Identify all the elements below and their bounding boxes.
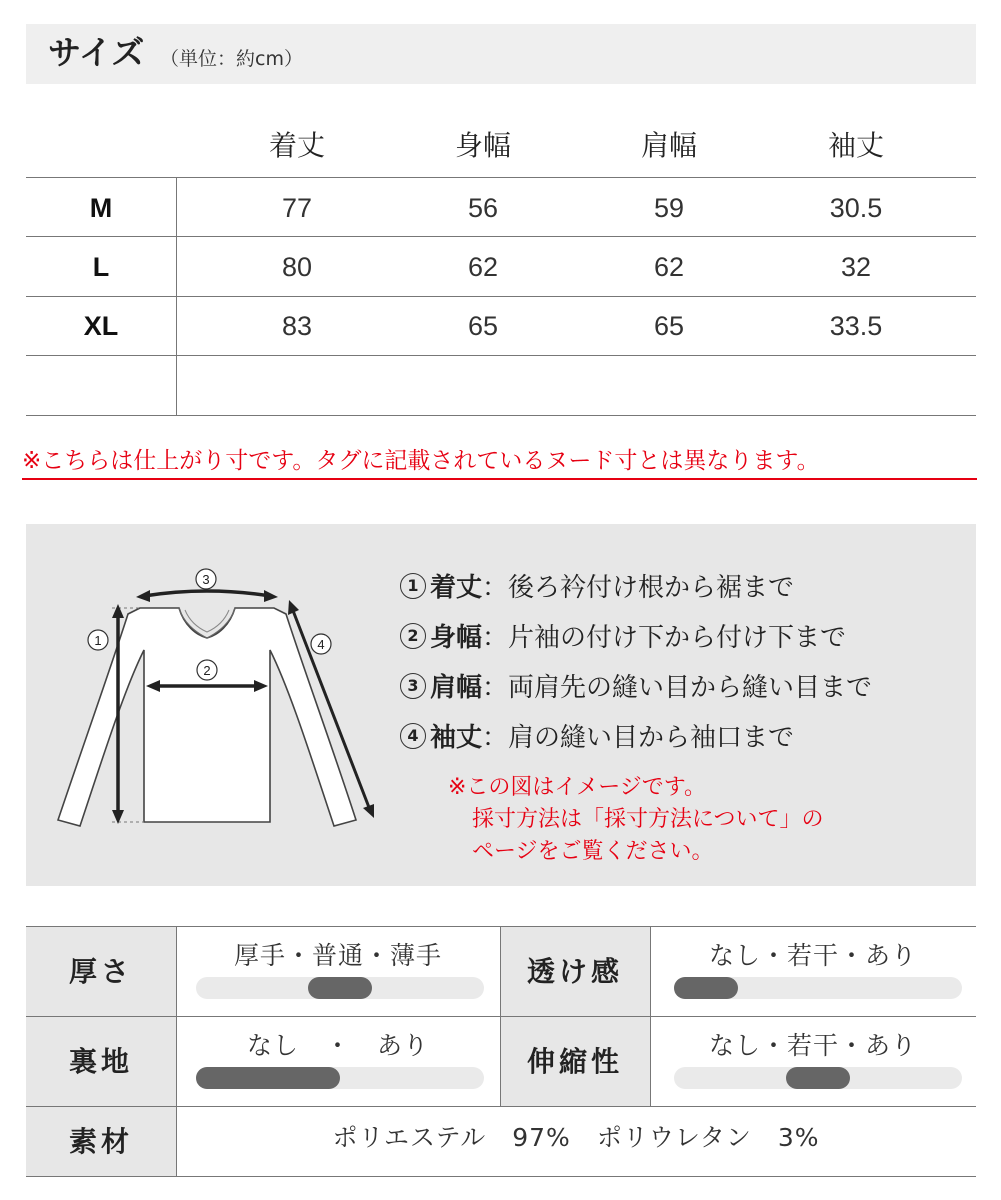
legend-row-width bbox=[400, 618, 846, 658]
legend-key: 着丈 bbox=[430, 573, 483, 603]
table-cell: 56 bbox=[467, 193, 499, 223]
legend-key: 袖丈 bbox=[430, 723, 483, 753]
column-header-width: 身幅 bbox=[454, 129, 511, 162]
legend-row-shoulder bbox=[400, 668, 872, 708]
legend-number: 4 bbox=[400, 723, 426, 749]
spec-options-stretch: なし・若干・あり bbox=[708, 1031, 917, 1060]
table-cell: 32 bbox=[840, 252, 872, 282]
column-header-sleeve: 袖丈 bbox=[827, 129, 884, 162]
spec-label-stretch: 伸縮性 bbox=[500, 1017, 650, 1106]
svg-text:4: 4 bbox=[317, 637, 325, 652]
table-cell: 83 bbox=[281, 311, 313, 341]
table-cell: 62 bbox=[467, 252, 499, 282]
marker-1 bbox=[88, 630, 108, 650]
arrow-head bbox=[136, 590, 150, 602]
finished-size-note: ※こちらは仕上がり寸です。タグに記載されているヌード寸とは異なります。 bbox=[22, 448, 820, 474]
table-cell: 65 bbox=[467, 311, 499, 341]
diagram-note-3: ページをご覧ください。 bbox=[472, 839, 714, 864]
table-divider bbox=[26, 177, 976, 178]
table-cell: 59 bbox=[653, 193, 685, 223]
row-label-m: M bbox=[89, 193, 113, 223]
spec-options-sheerness: なし・若干・あり bbox=[708, 941, 917, 970]
table-divider bbox=[26, 1176, 976, 1177]
marker-4 bbox=[311, 634, 331, 654]
svg-text:2: 2 bbox=[203, 663, 211, 678]
level-track-stretch bbox=[674, 1067, 962, 1089]
legend-number: 3 bbox=[400, 673, 426, 699]
table-cell: 65 bbox=[653, 311, 685, 341]
arrow-head bbox=[264, 590, 278, 602]
marker-2 bbox=[197, 660, 217, 680]
table-cell: 30.5 bbox=[829, 193, 883, 223]
table-divider bbox=[176, 926, 177, 1176]
column-header-length: 着丈 bbox=[268, 129, 325, 162]
spec-label-material: 素材 bbox=[26, 1107, 176, 1176]
level-track-sheerness bbox=[674, 977, 962, 999]
table-divider bbox=[650, 926, 651, 1106]
table-divider bbox=[26, 296, 976, 297]
legend-text: ：片袖の付け下から付け下まで bbox=[482, 623, 847, 653]
table-cell: 77 bbox=[281, 193, 313, 223]
arrow-head bbox=[112, 604, 124, 618]
table-cell: 62 bbox=[653, 252, 685, 282]
table-divider bbox=[26, 236, 976, 237]
marker-3 bbox=[196, 569, 216, 589]
table-divider bbox=[26, 355, 976, 356]
diagram-note-1: ※この図はイメージです。 bbox=[448, 775, 707, 800]
note-underline bbox=[22, 478, 977, 480]
row-label-l: L bbox=[92, 252, 110, 282]
shoulder-arrow bbox=[144, 591, 270, 596]
level-fill-lining bbox=[196, 1067, 340, 1089]
spec-label-sheerness: 透け感 bbox=[500, 927, 650, 1016]
svg-text:1: 1 bbox=[94, 633, 102, 648]
spec-label-lining: 裏地 bbox=[26, 1017, 176, 1106]
level-fill-stretch bbox=[786, 1067, 850, 1089]
arrow-head bbox=[363, 804, 374, 818]
table-divider bbox=[176, 177, 177, 415]
diagram-note-2: 採寸方法は「採寸方法について」の bbox=[472, 807, 824, 832]
legend-key: 肩幅 bbox=[430, 673, 483, 703]
spec-label-thickness: 厚さ bbox=[26, 927, 176, 1016]
spec-options-lining: なし ・ あり bbox=[246, 1031, 429, 1060]
shirt-diagram bbox=[40, 560, 390, 860]
legend-row-length bbox=[400, 568, 794, 608]
level-fill-sheerness bbox=[674, 977, 738, 999]
table-divider bbox=[26, 415, 976, 416]
level-track-lining bbox=[196, 1067, 484, 1089]
size-unit: （単位：約cm） bbox=[160, 48, 303, 70]
legend-number: 2 bbox=[400, 623, 426, 649]
table-divider bbox=[500, 926, 501, 1106]
svg-text:3: 3 bbox=[202, 572, 210, 587]
legend-text: ：両肩先の縫い目から縫い目まで bbox=[482, 673, 873, 703]
legend-text: ：後ろ衿付け根から裾まで bbox=[482, 573, 795, 603]
material-value: ポリエステル 97% ポリウレタン 3% bbox=[332, 1123, 820, 1152]
legend-key: 身幅 bbox=[430, 623, 483, 653]
column-header-shoulder: 肩幅 bbox=[640, 129, 697, 162]
row-label-xl: XL bbox=[83, 311, 119, 341]
table-cell: 80 bbox=[281, 252, 313, 282]
size-title: サイズ bbox=[48, 33, 145, 72]
table-cell: 33.5 bbox=[829, 311, 883, 341]
legend-number: 1 bbox=[400, 573, 426, 599]
legend-text: ：肩の縫い目から袖口まで bbox=[482, 723, 795, 753]
level-track-thickness bbox=[196, 977, 484, 999]
level-fill-thickness bbox=[308, 977, 372, 999]
spec-options-thickness: 厚手・普通・薄手 bbox=[233, 941, 442, 970]
legend-row-sleeve bbox=[400, 718, 794, 758]
